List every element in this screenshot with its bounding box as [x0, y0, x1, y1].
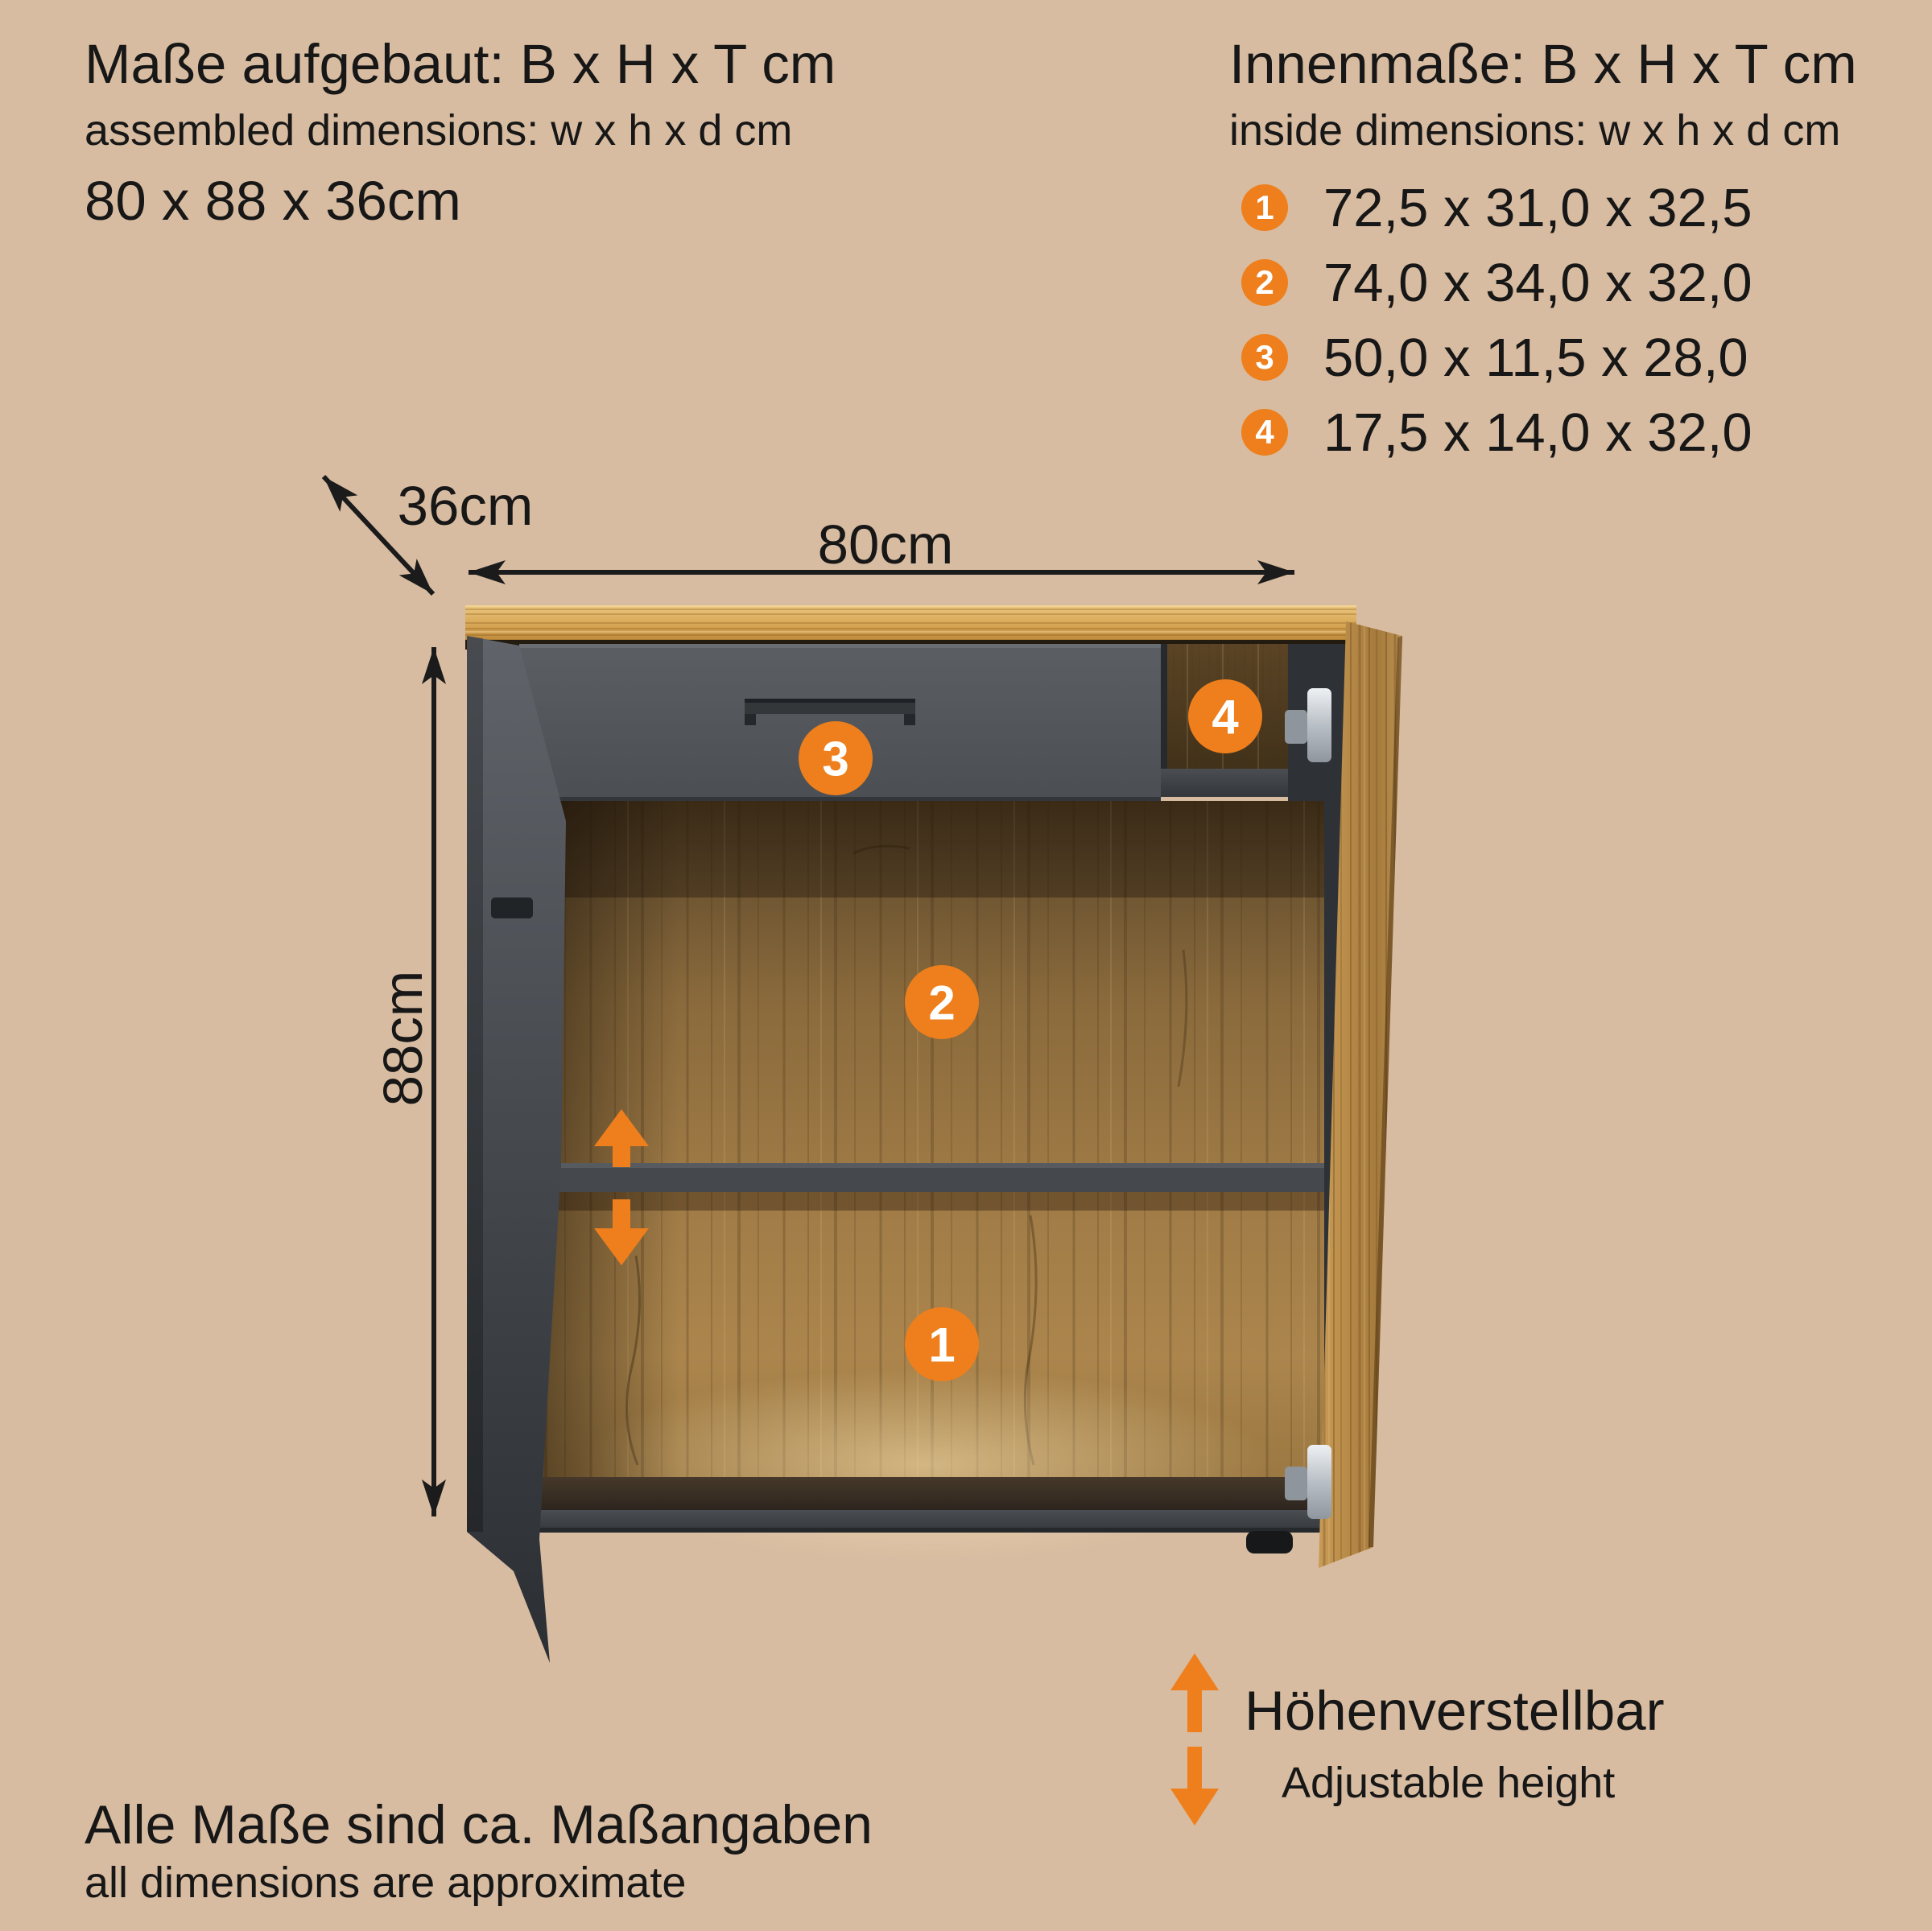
width-dimension-label: 80cm — [817, 514, 954, 576]
badge-drawer-3 — [799, 721, 873, 795]
number-badge-2: 2 — [1241, 259, 1288, 306]
disclaimer-de: Alle Maße sind ca. Maßangaben — [85, 1794, 873, 1855]
inside-dimensions-subtitle-en: inside dimensions: w x h x d cm — [1229, 106, 1841, 155]
inside-dimensions-title-de: Innenmaße: B x H x T cm — [1229, 33, 1857, 95]
badge-compartment-2 — [905, 965, 979, 1039]
adjustable-height-label-en: Adjustable height — [1282, 1759, 1616, 1807]
depth-dimension-label: 36cm — [397, 475, 534, 537]
adjustable-height-label-de: Höhenverstellbar — [1245, 1680, 1665, 1742]
legend-down-arrow-icon — [1170, 1747, 1219, 1826]
inside-dim-value-3: 50,0 x 11,5 x 28,0 — [1323, 327, 1748, 388]
assembled-dimensions-subtitle-en: assembled dimensions: w x h x d cm — [85, 106, 793, 155]
badge-3-number: 3 — [822, 732, 849, 786]
disclaimer-en: all dimensions are approximate — [85, 1859, 687, 1907]
inside-dim-value-2: 74,0 x 34,0 x 32,0 — [1323, 252, 1752, 313]
badge-1-number: 1 — [928, 1318, 956, 1372]
badge-cubby-4 — [1188, 679, 1262, 753]
cabinet-foot — [1246, 1531, 1293, 1553]
assembled-dimensions-value: 80 x 88 x 36cm — [85, 170, 461, 232]
legend-up-arrow-icon — [1170, 1653, 1219, 1732]
badge-compartment-1 — [905, 1307, 979, 1381]
number-badge-4: 4 — [1241, 409, 1288, 456]
left-door-handle — [491, 897, 533, 918]
number-badge-1: 1 — [1241, 184, 1288, 231]
assembled-dimensions-title-de: Maße aufgebaut: B x H x T cm — [85, 33, 836, 95]
height-dimension-label: 88cm — [372, 970, 435, 1107]
cabinet-top-panel — [465, 605, 1356, 650]
badge-2-number: 2 — [928, 976, 956, 1030]
inside-dim-value-4: 17,5 x 14,0 x 32,0 — [1323, 402, 1752, 463]
badge-4-number: 4 — [1212, 690, 1239, 745]
inside-dim-value-1: 72,5 x 31,0 x 32,5 — [1323, 177, 1752, 238]
number-badge-3: 3 — [1241, 334, 1288, 381]
adjustable-shelf — [519, 1163, 1324, 1211]
cabinet-bottom — [499, 1477, 1328, 1533]
